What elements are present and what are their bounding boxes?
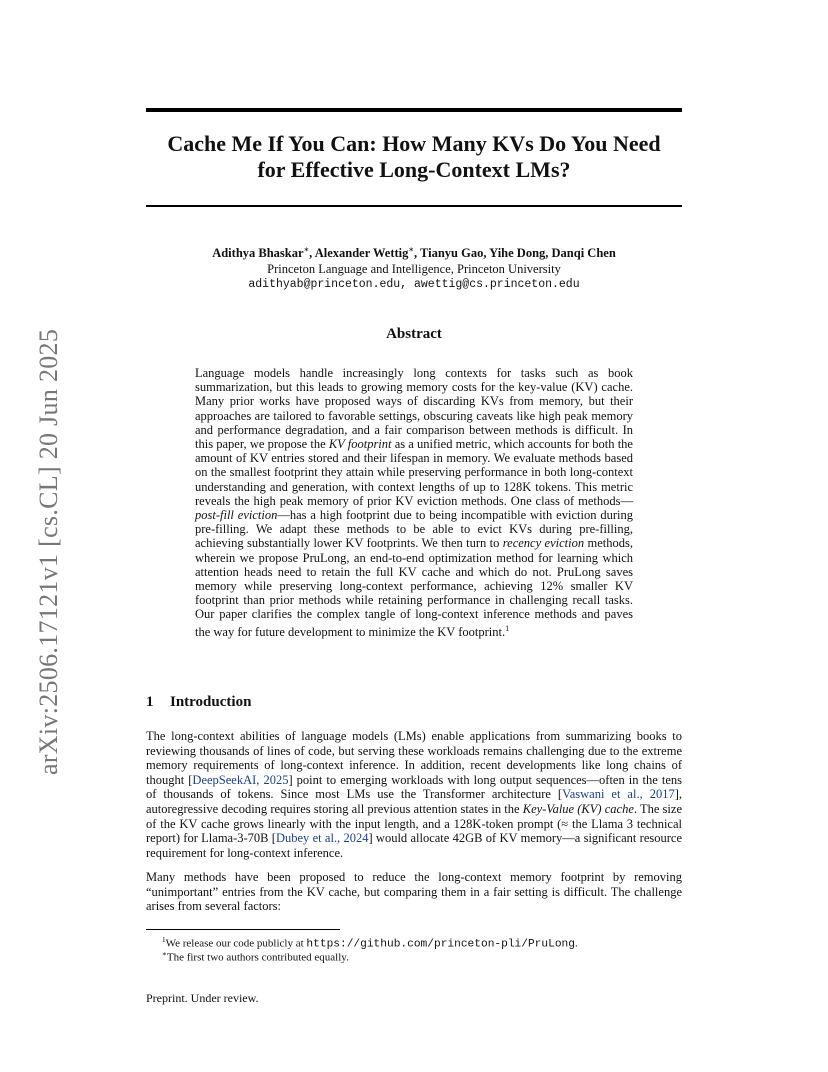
footnote-mark[interactable]: 1 — [505, 623, 510, 633]
author-emails: adithyab@princeton.edu, awettig@cs.princeton.edu — [248, 278, 580, 292]
intro-paragraph-1: The long-context abilities of language models (LMs) enable applications from summarizing books to reviewing thousands of lines of code, but serving these workloads remains challenging due to the extreme memory requirements of long-context inference. In addition, recent developments like long chains of thought [DeepSeekAI, 2025] point to emerging workloads with long output sequences—often in the tens of thousands of tokens. Since most LMs use the Transformer architecture [Vaswani et al., 2017], autoregressive decoding requires storing all previous attention states in the Key-Value (KV) cache. The size of the KV cache grows linearly with the input length, and a 128K-token prompt (≈ the Llama 3 technical report) for Llama-3-70B [Dubey et al., 2024] would allocate 42GB of KV memory—a significant resource requirement for long-context inference. — [146, 729, 683, 860]
code-url-link[interactable]: https://github.com/princeton-pli/PruLong — [306, 938, 575, 951]
author-names: Adithya Bhaskar∗, Alexander Wettig∗, Tianyu Gao, Yihe Dong, Danqi Chen — [212, 245, 616, 261]
title-line-1: Cache Me If You Can: How Many KVs Do You Need — [167, 131, 661, 156]
title-bottom-rule — [146, 205, 682, 207]
arxiv-identifier: arXiv:2506.17121v1 [cs.CL] 20 Jun 2025 — [34, 328, 63, 775]
footnote-rule — [146, 929, 340, 930]
footnote-equal-contribution: ∗The first two authors contributed equally. — [162, 950, 349, 964]
affiliation: Princeton Language and Intelligence, Princeton University — [267, 262, 561, 277]
footnote-1: $^1$We release our code publicly at https://github.com/princeton-pli/PruLong. — [162, 936, 578, 951]
title-top-rule — [146, 108, 682, 112]
section-heading-introduction: 1 Introduction — [146, 694, 252, 710]
arxiv-sidebar — [14, 300, 63, 775]
abstract-text: Language models handle increasingly long contexts for tasks such as book summarization, but this leads to growing memory costs for the key-value (KV) cache. Many prior works have proposed ways of discarding KVs from memory, but their approaches are tailored to favorable settings, obscuring caveats like high peak memory and performance degradation, and a fair comparison between methods is difficult. In this paper, we propose the KV footprint as a unified metric, which accounts for both the amount of KV entries stored and their lifespan in memory. We evaluate methods based on the smallest footprint they attain while preserving performance in both long-context understanding and generation, with context lengths of up to 128K tokens. This metric reveals the high peak memory of prior KV eviction methods. One class of methods—post-fill eviction—has a high footprint due to being incompatible with eviction during pre-filling. We adapt these methods to be able to evict KVs during pre-filling, achieving substantially lower KV footprints. We then turn to recency eviction methods, wherein we propose PruLong, an end-to-end optimization method for learning which attention heads need to retain the full KV cache and which do not. PruLong saves memory while preserving long-context performance, achieving 12% smaller KV footprint than prior methods while retaining performance in challenging recall tasks. Our paper clarifies the complex tangle of long-context inference methods and paves the way for future development to minimize the KV footprint.$^1$ — [195, 366, 633, 639]
author-block — [146, 242, 682, 293]
citation-link[interactable]: Vaswani et al., 2017 — [562, 787, 675, 802]
preprint-footer: Preprint. Under review. — [146, 991, 259, 1005]
title-line-2: for Effective Long-Context LMs? — [257, 157, 571, 182]
intro-paragraph-2: Many methods have been proposed to reduce the long-context memory footprint by removing “unimportant” entries from the KV cache, but comparing them in a fair setting is difficult. The challenge arises from several factors: — [146, 870, 682, 914]
paper-title — [146, 131, 682, 183]
citation-link[interactable]: Dubey et al., 2024 — [275, 831, 369, 846]
citation-link[interactable]: DeepSeekAI, 2025 — [192, 772, 289, 787]
abstract-heading: Abstract — [386, 326, 442, 342]
